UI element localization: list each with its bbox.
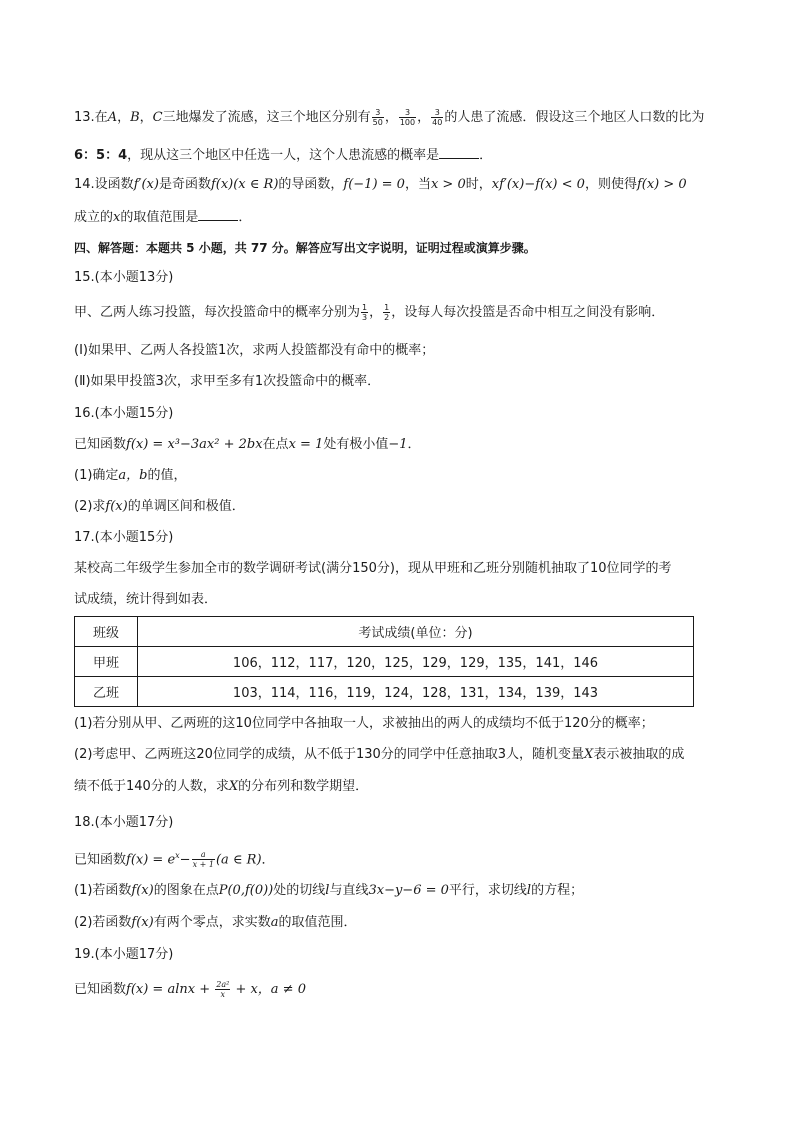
fraction-a-over-x-plus-1: $\frac{a}{x + 1}$ [192, 850, 214, 870]
q17-header: 17.(本小题15分) [74, 530, 174, 545]
q17-part2-line2: 绩不低于140分的人数，求X的分布列和数学期望． [74, 779, 369, 794]
q15-part1: (Ⅰ)如果甲、乙两人各投篮1次，求两人投篮都没有命中的概率； [74, 343, 435, 358]
q17-line1: 某校高二年级学生参加全市的数学调研考试(满分150分)，现从甲班和乙班分别随机抽取了10位同学的考 [74, 561, 672, 576]
fraction-3-100: $\frac{3}{100}$ [399, 108, 416, 127]
table-row [75, 647, 694, 677]
fraction-3-50: $\frac{3}{50}$ [372, 108, 383, 127]
table-cell-scores: 103，114，116，119，124，128，131，134，139，143 [138, 677, 694, 707]
q16-line1: 已知函数f(x) = x³−3ax² + 2bx在点x = 1处有极小值−1． [74, 437, 421, 452]
q15-header: 15.(本小题13分) [74, 270, 174, 285]
q15-part2: (Ⅱ)如果甲投篮3次，求甲至多有1次投篮命中的概率． [74, 374, 381, 389]
q18-line1: 已知函数$f(x) = e^x-$ $\frac{a}{x + 1}$ (a ∈ R)． [74, 850, 275, 870]
fraction-2a2-over-x: $\frac{\text{2a²}}{x}$ [216, 980, 230, 999]
q19-header: 19.(本小题17分) [74, 947, 174, 962]
table-header-scores: 考试成绩(单位：分) [138, 617, 694, 647]
q15-line1: 甲、乙两人练习投篮，每次投篮命中的概率分别为 $\frac{1}{3}$ ， $\frac{1}{2}$ ，设每人每次投篮是否命中相互之间没有影响． [74, 303, 665, 322]
q18-header: 18.(本小题17分) [74, 815, 174, 830]
q16-part1: (1)确定a，b的值， [74, 468, 187, 483]
table-row [75, 677, 694, 707]
fraction-1-2: $\frac{1}{2}$ [384, 303, 390, 322]
q17-part1: (1)若分别从甲、乙两班的这10位同学中各抽取一人，求被抽出的两人的成绩均不低于120分的概率； [74, 716, 654, 731]
table-header-row [75, 617, 694, 647]
q16-header: 16.(本小题15分) [74, 406, 174, 421]
answer-blank[interactable] [439, 144, 479, 159]
q14-line2: 成立的x的取值范围是 ． [74, 206, 251, 228]
q18-part2: (2)若函数f(x)有两个零点，求实数a的取值范围． [74, 915, 357, 930]
answer-blank[interactable] [198, 206, 238, 221]
q17-line2: 试成绩，统计得到如表． [74, 592, 218, 607]
fraction-3-40: $\frac{3}{40}$ [432, 108, 443, 127]
q13-line1: 13.在A，B，C三地爆发了流感，这三个地区分别有 $\frac{3}{50}$ ， $\frac{3}{100}$ ， $\frac{3}{40}$ 的人患了流感．假设这三个地区人口数的比为 [74, 108, 705, 127]
q19-line1: 已知函数f(x) = alnx + $\frac{\text{2a²}}{x}$ + x，a ≠ 0 [74, 980, 306, 999]
table-cell-class: 甲班 [75, 647, 138, 677]
table-cell-scores: 106，112，117，120，125，129，129，135，141，146 [138, 647, 694, 677]
table-cell-class: 乙班 [75, 677, 138, 707]
q18-part1: (1)若函数f(x)的图象在点P(0,f(0))处的切线l与直线3x−y−6 = 0平行，求切线l的方程； [74, 883, 584, 898]
scores-table [74, 616, 694, 707]
q16-part2: (2)求f(x)的单调区间和极值． [74, 499, 245, 514]
table-header-class: 班级 [75, 617, 138, 647]
q14-line1: 14.设函数f′(x)是奇函数f(x)(x ∈ R)的导函数，f(−1) = 0，当x > 0时，xf′(x)−f(x) < 0，则使得f(x) > 0 [74, 177, 687, 192]
fraction-1-3: $\frac{1}{3}$ [362, 303, 368, 322]
section-heading: 四、解答题：本题共 5 小题，共 77 分。解答应写出文字说明，证明过程或演算步骤。 [74, 241, 536, 255]
q17-part2-line1: (2)考虑甲、乙两班这20位同学的成绩，从不低于130分的同学中任意抽取3人，随机变量X表示被抽取的成 [74, 747, 685, 762]
q13-line2: 6：5：4，现从这三个地区中任选一人，这个人患流感的概率是 ． [74, 144, 492, 166]
